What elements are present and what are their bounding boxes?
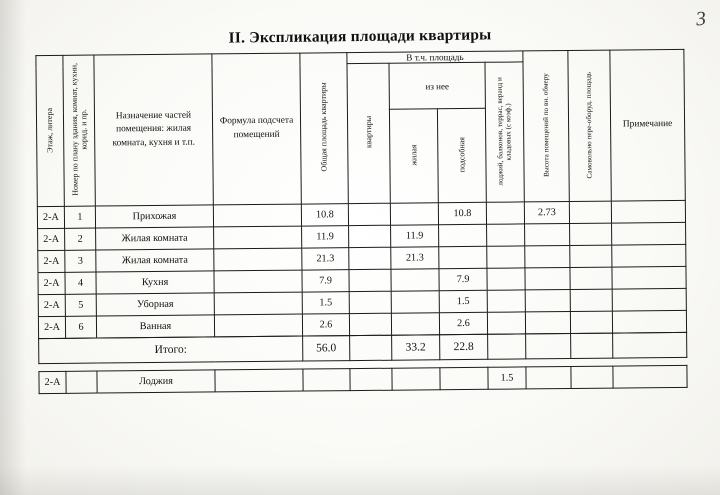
row-cell-note	[612, 288, 686, 311]
row-cell-balconies	[486, 202, 524, 224]
row-cell-auxiliary: 10.8	[438, 202, 486, 224]
row-cell-balconies	[487, 246, 525, 268]
row-cell-balconies: 1.5	[488, 367, 526, 389]
row-cell-total-area: 21.3	[302, 248, 349, 270]
th-note: Примечание	[610, 49, 685, 201]
row-cell-auxiliary: 1.5	[439, 290, 487, 312]
row-cell-formula	[214, 226, 302, 249]
th-unauthorized: Самовольно пере-оборуд. площадь	[568, 50, 611, 201]
row-cell-total-area: 2.6	[302, 314, 349, 336]
th-plan-number: Номер по плану здания, комнат, кухни, корид. и пр.	[63, 55, 95, 206]
row-cell-living	[392, 368, 440, 390]
row-cell-note	[613, 365, 687, 388]
total-label: Итого:	[39, 336, 303, 364]
total-apartment-value	[350, 335, 392, 360]
row-cell-floor: 2-А	[38, 294, 65, 316]
th-formula: Формула подсчета помещений	[212, 53, 301, 205]
row-cell-plan-number: 6	[65, 316, 96, 338]
row-cell-auxiliary: 7.9	[439, 268, 487, 290]
row-cell-height	[525, 223, 570, 245]
row-cell-living: 21.3	[391, 247, 439, 269]
total-unauthorized-value	[571, 333, 613, 358]
th-purpose: Назначение частей помещения: жилая комната, кухня и т.п.	[94, 54, 213, 206]
row-cell-balconies	[487, 290, 525, 312]
th-group-of-which: из нее	[389, 62, 485, 109]
row-cell-auxiliary: 2.6	[439, 312, 487, 334]
row-cell-apartment	[349, 225, 391, 247]
row-cell-plan-number: 1	[64, 206, 95, 228]
row-cell-apartment	[349, 247, 391, 269]
row-cell-formula	[214, 270, 302, 293]
row-cell-living	[391, 269, 439, 291]
row-cell-note	[612, 310, 686, 333]
row-cell-formula	[214, 314, 302, 337]
row-cell-note	[612, 244, 686, 267]
total-living-value: 33.2	[392, 335, 440, 360]
page-number: 3	[694, 7, 708, 31]
total-table	[38, 332, 687, 364]
row-cell-total-area: 10.8	[301, 204, 348, 226]
row-cell-purpose: Жилая комната	[96, 227, 214, 250]
row-cell-total-area	[303, 369, 350, 391]
row-cell-auxiliary	[439, 224, 487, 246]
total-auxiliary-value: 22.8	[440, 334, 488, 359]
th-balconies: лоджий, балконов, террас, веранд и кладовых (с коэф.)	[485, 62, 524, 202]
row-cell-living	[391, 313, 439, 335]
th-floor-letter: Этаж, литера	[36, 55, 64, 206]
row-cell-plan-number: 5	[65, 294, 96, 316]
total-balconies-value	[488, 334, 526, 359]
row-cell-plan-number: 2	[65, 228, 96, 250]
row-cell-floor: 2-А	[38, 316, 65, 338]
row-cell-balconies	[487, 268, 525, 290]
row-cell-balconies	[487, 224, 525, 246]
row-cell-unauthorized	[569, 201, 611, 223]
th-apartment: квартиры	[347, 63, 390, 203]
row-cell-height	[525, 245, 570, 267]
total-row	[39, 332, 687, 363]
th-auxiliary: подсобная	[437, 108, 486, 202]
th-total-area: Общая площадь квартиры	[300, 53, 348, 204]
row-cell-floor: 2-А	[38, 228, 65, 250]
row-cell-unauthorized	[570, 289, 612, 311]
th-group-in-that-number: В т.ч. площадь	[347, 51, 523, 64]
row-cell-living	[390, 203, 438, 225]
row-cell-plan-number: 3	[65, 250, 96, 272]
row-cell-purpose: Лоджия	[97, 370, 215, 393]
row-cell-note	[611, 200, 685, 223]
row-cell-formula	[214, 248, 302, 271]
row-cell-unauthorized	[570, 223, 612, 245]
row-cell-apartment	[349, 313, 391, 335]
row-cell-auxiliary	[439, 246, 487, 268]
row-cell-purpose: Ванная	[96, 315, 214, 338]
row-cell-note	[612, 266, 686, 289]
explication-table-wrapper	[35, 49, 686, 394]
scan-shadow-left	[0, 0, 26, 495]
explication-table	[35, 49, 687, 339]
total-height-value	[526, 333, 571, 358]
row-cell-auxiliary	[440, 367, 488, 389]
row-cell-living: 11.9	[391, 225, 439, 247]
row-cell-total-area: 1.5	[302, 292, 349, 314]
row-cell-plan-number: 4	[65, 272, 96, 294]
row-cell-plan-number	[66, 371, 97, 393]
row-cell-apartment	[348, 203, 390, 225]
row-cell-floor: 2-А	[38, 250, 65, 272]
row-cell-apartment	[349, 269, 391, 291]
row-cell-floor: 2-А	[39, 371, 66, 393]
row-cell-floor: 2-А	[37, 206, 64, 228]
row-cell-unauthorized	[570, 311, 612, 333]
total-note-value	[613, 332, 687, 358]
row-cell-unauthorized	[571, 366, 613, 388]
row-cell-floor: 2-А	[38, 272, 65, 294]
row-cell-note	[612, 222, 686, 245]
table-body	[37, 200, 686, 338]
row-cell-formula	[214, 292, 302, 315]
row-cell-purpose: Кухня	[96, 271, 214, 294]
page-title: II. Экспликация площади квартиры	[228, 26, 492, 47]
row-cell-formula	[215, 369, 303, 392]
row-cell-height	[526, 366, 571, 388]
total-area-value: 56.0	[303, 336, 350, 361]
row-cell-height: 2.73	[524, 201, 569, 223]
row-cell-balconies	[487, 312, 525, 334]
row-cell-height	[525, 267, 570, 289]
row-cell-purpose: Жилая комната	[96, 249, 214, 272]
row-cell-apartment	[349, 291, 391, 313]
row-cell-unauthorized	[570, 245, 612, 267]
row-cell-apartment	[350, 368, 392, 390]
th-living: жилая	[389, 109, 438, 203]
scan-shadow-bottom	[0, 465, 720, 495]
row-cell-living	[391, 291, 439, 313]
row-cell-height	[525, 311, 570, 333]
row-cell-total-area: 11.9	[302, 226, 349, 248]
row-cell-unauthorized	[570, 267, 612, 289]
th-height: Высота помещений по вн. обмеру	[523, 51, 569, 202]
row-cell-purpose: Прихожая	[95, 205, 213, 228]
row-cell-height	[525, 289, 570, 311]
row-cell-formula	[213, 204, 301, 227]
row-cell-total-area: 7.9	[302, 270, 349, 292]
row-cell-purpose: Уборная	[96, 293, 214, 316]
